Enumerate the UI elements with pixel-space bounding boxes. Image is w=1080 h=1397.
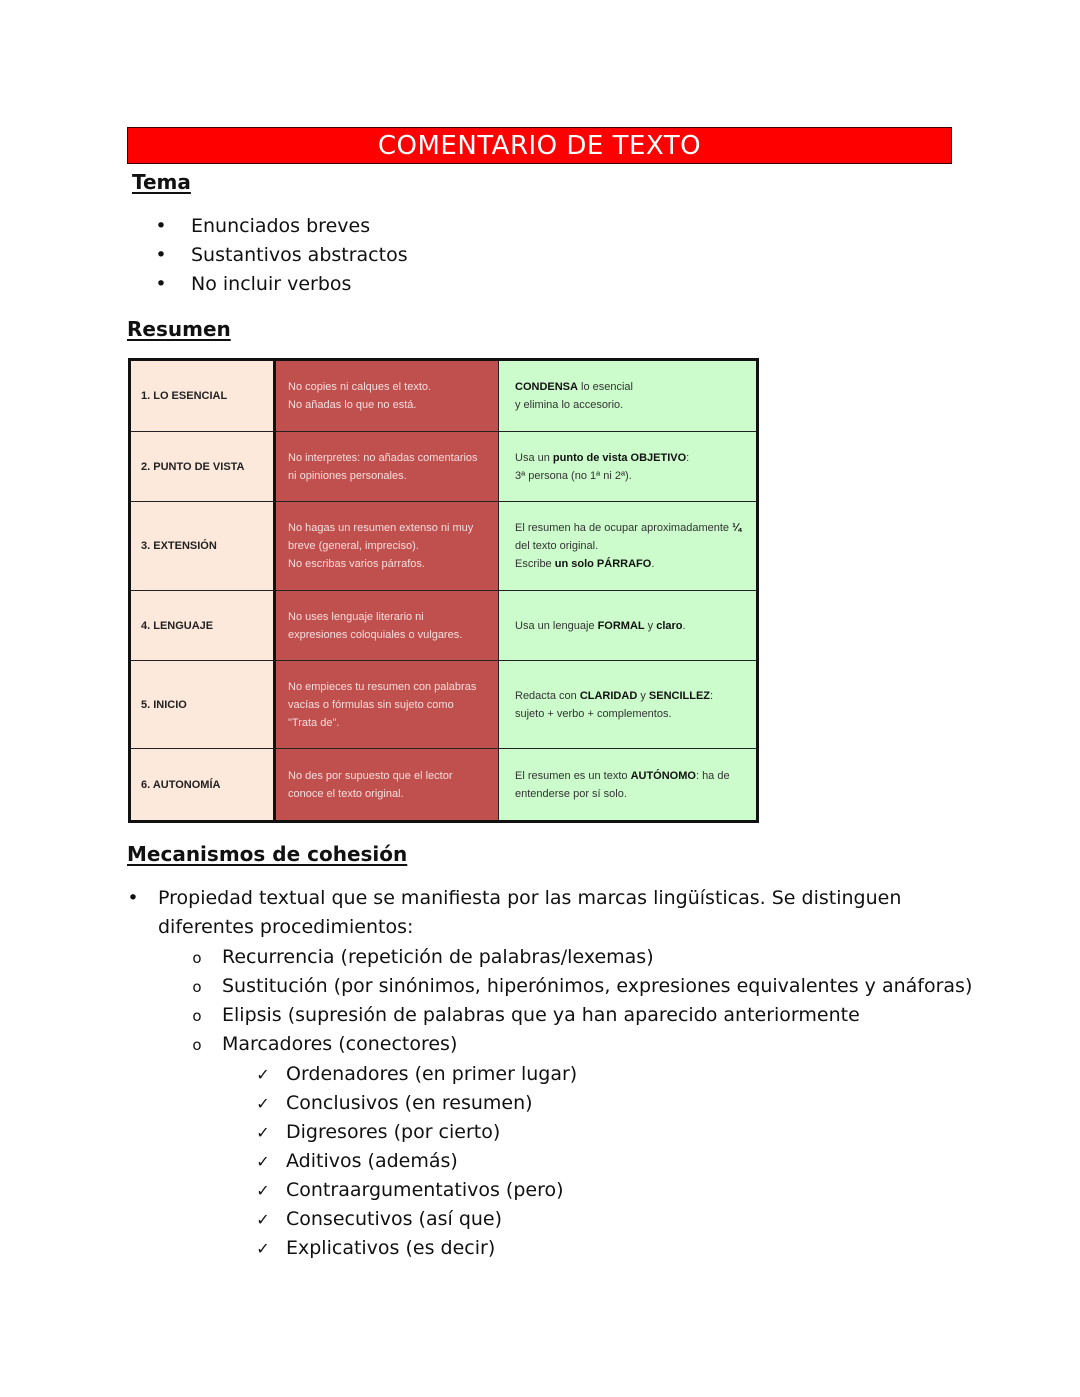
row-label: 1. LO ESENCIAL [130, 360, 275, 432]
check-icon: ✓ [256, 1152, 270, 1171]
table-row [130, 432, 758, 502]
dont-line: No añadas lo que no está. [288, 399, 417, 411]
list-item: • Enunciados breves [146, 212, 408, 241]
list-item: ✓ Consecutivos (así que) [248, 1205, 577, 1234]
do-line: sujeto + verbo + complementos. [515, 707, 672, 720]
do-line: del texto original. [515, 540, 599, 552]
dont-line: No interpretes: no añadas comentarios [288, 451, 478, 464]
dont-cell [275, 502, 499, 591]
procedures-list [182, 943, 972, 1059]
do-line: 3ª persona (no 1ª ni 2ª). [515, 469, 632, 482]
table-row [130, 749, 758, 822]
check-icon: ✓ [256, 1210, 270, 1229]
check-icon: ✓ [256, 1181, 270, 1200]
dont-line: No uses lenguaje literario ni [288, 610, 424, 623]
dont-line: breve (general, impreciso). [288, 540, 419, 552]
cohesion-heading: Mecanismos de cohesión [127, 842, 408, 866]
markers-list [248, 1060, 577, 1263]
dont-line: No copies ni calques el texto. [288, 381, 432, 393]
dont-line: No empieces tu resumen con palabras [288, 680, 477, 693]
circle-bullet-icon: o [192, 978, 202, 996]
table-row [130, 502, 758, 591]
do-line: Escribe un solo PÁRRAFO. [515, 558, 655, 570]
list-item: ✓ Contraargumentativos (pero) [248, 1176, 577, 1205]
check-icon: ✓ [256, 1065, 270, 1084]
tema-heading: Tema [132, 170, 191, 194]
do-line: CONDENSA lo esencial [515, 381, 633, 393]
circle-bullet-icon: o [192, 949, 202, 967]
list-item: • Sustantivos abstractos [146, 241, 408, 270]
do-line: Usa un lenguaje FORMAL y claro. [515, 619, 686, 632]
list-item: ✓ Ordenadores (en primer lugar) [248, 1060, 577, 1089]
dont-cell [275, 749, 499, 822]
do-line: Usa un punto de vista OBJETIVO: [515, 451, 690, 464]
bullet-icon: • [127, 887, 139, 909]
cohesion-intro [118, 884, 901, 942]
dont-line: expresiones coloquiales o vulgares. [288, 628, 463, 641]
resumen-heading: Resumen [127, 317, 231, 341]
table-row [130, 591, 758, 661]
circle-bullet-icon: o [192, 1007, 202, 1025]
list-item: ✓ Digresores (por cierto) [248, 1118, 577, 1147]
dont-cell [275, 591, 499, 661]
do-line: Redacta con CLARIDAD y SENCILLEZ: [515, 689, 714, 702]
check-icon: ✓ [256, 1123, 270, 1142]
list-item: ✓ Explicativos (es decir) [248, 1234, 577, 1263]
dont-cell [275, 432, 499, 502]
do-cell [499, 749, 758, 822]
dont-line: conoce el texto original. [288, 787, 404, 800]
row-label: 3. EXTENSIÓN [130, 502, 275, 591]
do-line: entenderse por sí solo. [515, 787, 627, 800]
bullet-icon: • [155, 244, 167, 266]
dont-line: No hagas un resumen extenso ni muy [288, 522, 474, 534]
dont-line: "Trata de". [288, 716, 340, 729]
dont-cell [275, 661, 499, 749]
row-label: 6. AUTONOMÍA [130, 749, 275, 822]
list-item: • No incluir verbos [146, 270, 408, 299]
list-item-continuation: diferentes procedimientos: [158, 916, 414, 938]
list-item: o Marcadores (conectores) [182, 1030, 972, 1059]
row-label: 4. LENGUAJE [130, 591, 275, 661]
dont-line: No escribas varios párrafos. [288, 558, 425, 570]
do-cell [499, 432, 758, 502]
circle-bullet-icon: o [192, 1036, 202, 1054]
dont-line: vacías o fórmulas sin sujeto como [288, 698, 454, 711]
bullet-icon: • [155, 273, 167, 295]
do-line: El resumen es un texto AUTÓNOMO: ha de [515, 769, 730, 782]
title-banner [127, 127, 952, 164]
table-row [130, 661, 758, 749]
do-cell [499, 502, 758, 591]
list-item: ✓ Conclusivos (en resumen) [248, 1089, 577, 1118]
do-cell [499, 661, 758, 749]
dont-line: ni opiniones personales. [288, 469, 407, 482]
do-line: El resumen ha de ocupar aproximadamente ¼ [515, 522, 742, 534]
do-cell [499, 591, 758, 661]
check-icon: ✓ [256, 1239, 270, 1258]
resumen-table [128, 358, 759, 823]
tema-list [146, 212, 408, 299]
list-item: ✓ Aditivos (además) [248, 1147, 577, 1176]
list-item: o Sustitución (por sinónimos, hiperónimos, expresiones equivalentes y anáforas) [182, 972, 972, 1001]
dont-line: No des por supuesto que el lector [288, 769, 453, 782]
row-label: 2. PUNTO DE VISTA [130, 432, 275, 502]
do-line: y elimina lo accesorio. [515, 399, 624, 411]
page-title: COMENTARIO DE TEXTO [377, 130, 702, 161]
list-item: o Elipsis (supresión de palabras que ya han aparecido anteriormente [182, 1001, 972, 1030]
list-item: • Propiedad textual que se manifiesta por las marcas lingüísticas. Se distinguen [118, 884, 901, 913]
table-row [130, 360, 758, 432]
do-cell [499, 360, 758, 432]
check-icon: ✓ [256, 1094, 270, 1113]
list-item: o Recurrencia (repetición de palabras/lexemas) [182, 943, 972, 972]
dont-cell [275, 360, 499, 432]
bullet-icon: • [155, 215, 167, 237]
row-label: 5. INICIO [130, 661, 275, 749]
